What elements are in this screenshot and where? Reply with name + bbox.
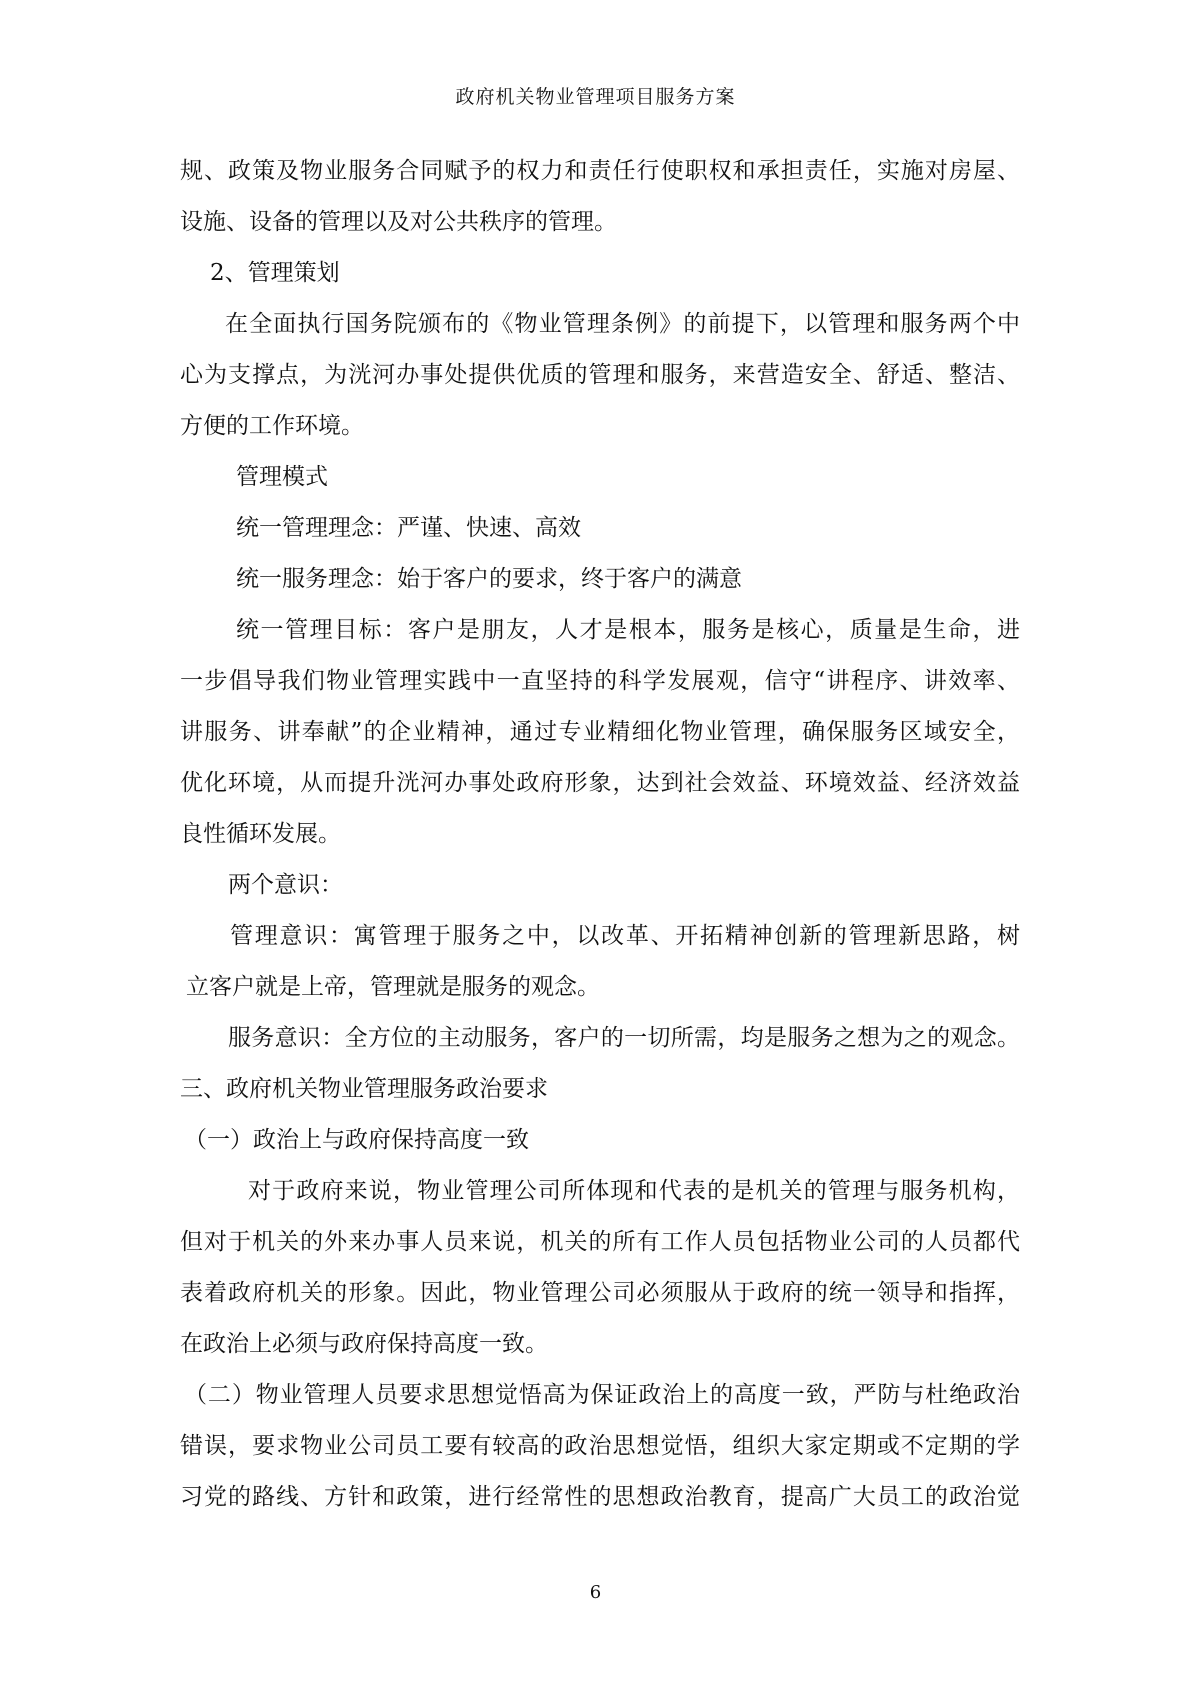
text-line: 对于政府来说，物业管理公司所体现和代表的是机关的管理与服务机构，: [248, 1178, 1020, 1204]
text-line: 管理意识：寓管理于服务之中，以改革、开拓精神创新的管理新思路，树: [230, 923, 1020, 949]
section-heading: 三、政府机关物业管理服务政治要求: [180, 1076, 548, 1102]
section-heading: 2、管理策划: [210, 260, 340, 286]
text-line: 讲服务、讲奉献”的企业精神，通过专业精细化物业管理，确保服务区域安全，: [180, 719, 1020, 745]
text-line: 方便的工作环境。: [180, 413, 364, 439]
text-line: 心为支撑点，为洸河办事处提供优质的管理和服务，来营造安全、舒适、整洁、: [180, 362, 1020, 388]
subsection-heading: （二）物业管理人员要求思想觉悟高为保证政治上的高度一致，严防与杜绝政治: [184, 1382, 1020, 1408]
text-line: 立客户就是上帝，管理就是服务的观念。: [186, 974, 600, 1000]
subsection-heading: （一）政治上与政府保持高度一致: [184, 1127, 529, 1153]
text-line: 优化环境，从而提升洸河办事处政府形象，达到社会效益、环境效益、经济效益: [180, 770, 1020, 796]
text-line: 但对于机关的外来办事人员来说，机关的所有工作人员包括物业公司的人员都代: [180, 1229, 1020, 1255]
text-line: 在全面执行国务院颁布的《物业管理条例》的前提下，以管理和服务两个中: [225, 311, 1020, 337]
text-line: 错误，要求物业公司员工要有较高的政治思想觉悟，组织大家定期或不定期的学: [180, 1433, 1020, 1459]
text-line: 设施、设备的管理以及对公共秩序的管理。: [180, 209, 617, 235]
text-line: 规、政策及物业服务合同赋予的权力和责任行使职权和承担责任，实施对房屋、: [180, 158, 1020, 184]
text-line: 在政治上必须与政府保持高度一致。: [180, 1331, 548, 1357]
text-line: 习党的路线、方针和政策，进行经常性的思想政治教育，提高广大员工的政治觉: [180, 1484, 1020, 1510]
document-body: [180, 146, 1020, 1523]
text-line: 统一管理目标：客户是朋友，人才是根本，服务是核心，质量是生命，进: [236, 617, 1020, 643]
text-line: 统一管理理念：严谨、快速、高效: [236, 515, 581, 541]
text-line: 服务意识：全方位的主动服务，客户的一切所需，均是服务之想为之的观念。: [228, 1025, 1020, 1051]
page-number: 6: [589, 1582, 602, 1603]
section-heading: 管理模式: [236, 464, 328, 490]
header-divider: [180, 116, 1020, 117]
text-line: 统一服务理念：始于客户的要求，终于客户的满意: [236, 566, 742, 592]
page-header-title: 政府机关物业管理项目服务方案: [455, 86, 736, 108]
text-line: 良性循环发展。: [180, 821, 341, 847]
text-line: 一步倡导我们物业管理实践中一直坚持的科学发展观，信守“讲程序、讲效率、: [180, 668, 1020, 694]
section-heading: 两个意识：: [228, 872, 343, 898]
text-line: 表着政府机关的形象。因此，物业管理公司必须服从于政府的统一领导和指挥，: [180, 1280, 1020, 1306]
